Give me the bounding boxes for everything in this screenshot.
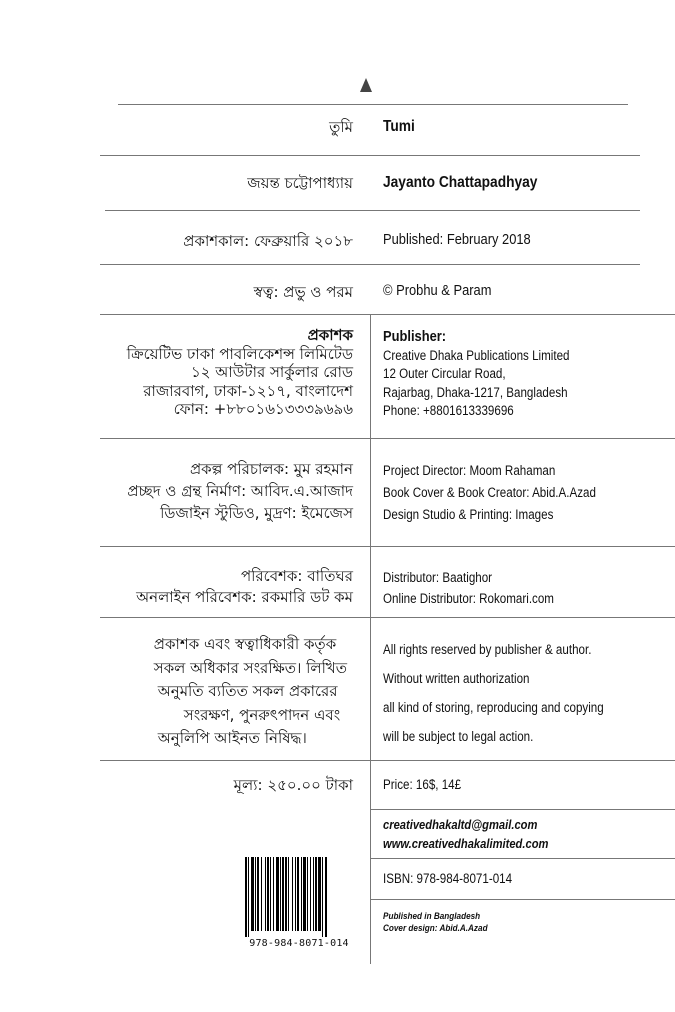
divider [100,617,675,618]
rights-line-bn: সংরক্ষণ, পুনরুৎপাদন এবং [183,705,341,724]
website-link[interactable]: www.creativedhakalimited.com [383,835,549,851]
rights-line-en: Without written authorization [383,671,530,686]
contact-en [383,816,575,853]
divider [100,314,675,315]
divider [100,155,640,156]
rights-bn [154,633,347,751]
publisher-line-en: 12 Outer Circular Road, [383,366,506,381]
credits-bn [127,458,353,524]
rights-line-bn: অনুমতি ব্যতিত সকল প্রকারের [157,682,338,700]
credit-line-en: Design Studio & Printing: Images [383,507,554,522]
cover-design-note: Cover design: Abid.A.Azad [383,923,488,934]
rights-line-en: will be subject to legal action. [383,729,534,744]
published-en: Published: February 2018 [383,231,531,248]
rights-line-bn: সকল অধিকার সংরক্ষিত। লিখিত [153,658,347,677]
rights-line-bn: প্রকাশক এবং স্বত্বাধিকারী কর্তৃক [153,635,337,653]
published-bn: প্রকাশকাল: ফেব্রুয়ারি ২০১৮ [183,232,353,250]
distributor-line-en: Online Distributor: Rokomari.com [383,591,554,606]
divider [370,899,675,900]
footer-notes [383,911,505,935]
distributor-line-bn: অনলাইন পরিবেশক: রকমারি ডট কম [136,588,353,606]
author-bn: জয়ন্ত চট্টোপাধ্যায় [247,174,353,192]
divider [100,438,675,439]
copyright-en: © Probhu & Param [383,282,492,299]
rights-en [383,635,640,751]
distributor-line-bn: পরিবেশক: বাতিঘর [240,567,353,585]
rights-line-en: all kind of storing, reproducing and copying [383,700,604,715]
publisher-bn [127,326,353,419]
publisher-en [383,328,600,421]
price-bn: মূল্য: ২৫০.০০ টাকা [233,776,353,794]
distributor-bn [136,566,353,608]
distributor-line-en: Distributor: Baatighor [383,570,493,585]
title-bn: তুমি [329,118,353,136]
divider [100,546,675,547]
email-link[interactable]: creativedhakaltd@gmail.com [383,817,538,832]
credit-line-bn: ডিজাইন স্টুডিও, মুদ্রণ: ইমেজেস [160,504,353,522]
publisher-line-en: Creative Dhaka Publications Limited [383,347,570,363]
divider [100,760,675,761]
publisher-line-bn: রাজারবাগ, ঢাকা-১২১৭, বাংলাদেশ [143,381,353,400]
publisher-heading-en: Publisher: [383,328,447,345]
credits-en [383,460,631,526]
copyright-bn: স্বত্ব: প্রভু ও পরম [253,283,353,301]
vertical-divider [370,314,371,964]
triangle-logo-icon [360,78,372,92]
divider [370,858,675,859]
divider [100,264,640,265]
divider [370,809,675,810]
credit-line-en: Book Cover & Book Creator: Abid.A.Azad [383,485,596,500]
rights-line-en: All rights reserved by publisher & author. [383,642,592,657]
publisher-line-bn: ক্রিয়েটিভ ঢাকা পাবলিকেশন্স লিমিটেড [126,344,353,363]
publisher-line-en: Rajarbag, Dhaka-1217, Bangladesh [383,384,568,400]
publisher-line-en: Phone: +8801613339696 [383,403,514,418]
divider [118,104,628,105]
publisher-line-bn: ফোন: +৮৮০১৬১৩৩৩৯৬৯৬ [173,400,353,418]
title-en: Tumi [383,118,415,135]
publisher-heading-bn: প্রকাশক [307,326,353,344]
author-en: Jayanto Chattapadhyay [383,174,538,191]
price-en: Price: 16$, 14£ [383,777,462,792]
publisher-line-bn: ১২ আউটার সার্কুলার রোড [190,363,353,381]
barcode-number: 978-984-8071-014 [249,938,349,949]
credit-line-bn: প্রকল্প পরিচালক: মুম রহমান [189,460,353,478]
rights-line-bn: অনুলিপি আইনত নিষিদ্ধ। [157,729,307,747]
credit-line-bn: প্রচ্ছদ ও গ্রন্থ নির্মাণ: আবিদ.এ.আজাদ [127,482,353,500]
divider [105,210,640,211]
isbn-text: ISBN: 978-984-8071-014 [383,871,513,886]
distributor-en [383,567,582,609]
credit-line-en: Project Director: Moom Rahaman [383,463,556,478]
published-in-note: Published in Bangladesh [383,911,481,922]
isbn-barcode-icon [245,857,352,935]
